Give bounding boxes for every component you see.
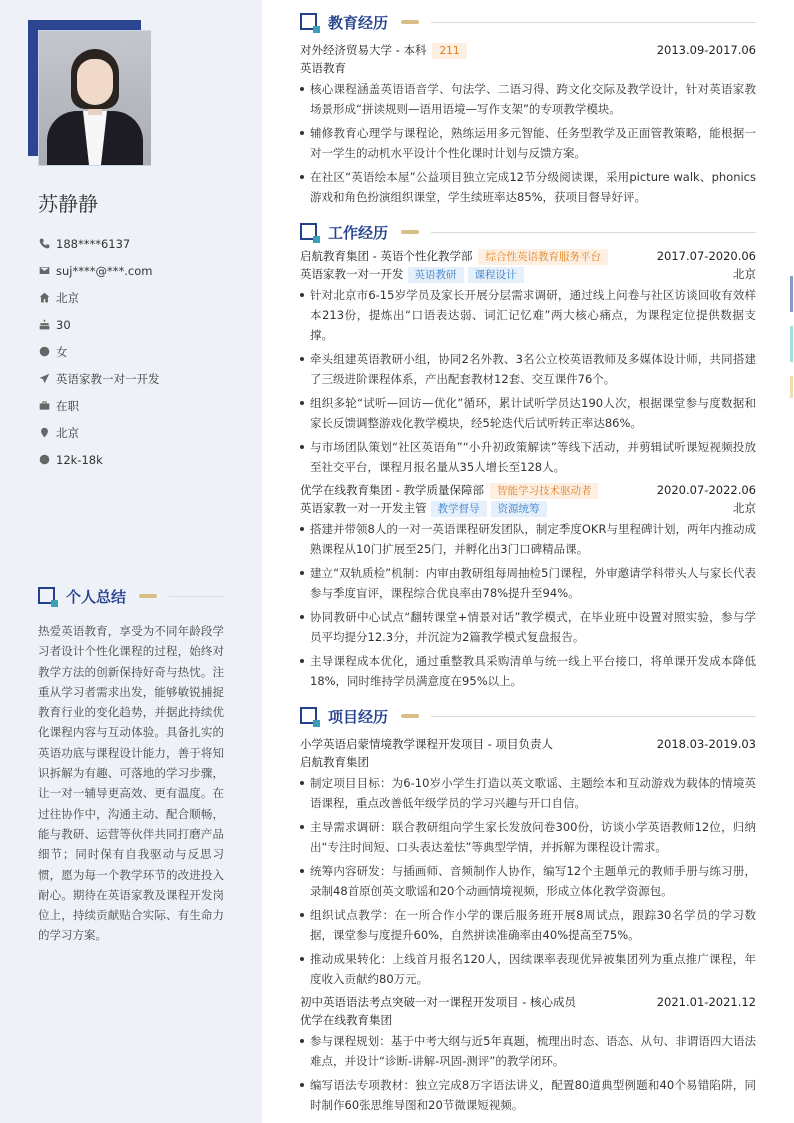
job-entry [300, 247, 756, 477]
school-tag: 211 [432, 43, 466, 59]
edge-marker [790, 376, 793, 398]
company-tag: 综合性英语教育服务平台 [478, 249, 608, 265]
job-location: 北京 [733, 267, 756, 281]
skill-tag: 课程设计 [468, 267, 524, 283]
project-org: 优学在线教育集团 [300, 1013, 392, 1027]
project-name: 初中英语语法考点突破一对一课程开发项目 - 核心成员 [300, 995, 576, 1009]
section-square-icon [300, 13, 319, 32]
info-gender: 女 [38, 338, 160, 365]
projects-title: 项目经历 [300, 705, 756, 727]
info-phone: 188****6137 [38, 230, 160, 257]
education-major: 英语教育 [300, 61, 346, 75]
info-target-job: 英语家教一对一开发 [38, 365, 160, 392]
avatar [39, 31, 151, 165]
main-content [300, 11, 756, 1123]
section-square-icon [300, 707, 319, 726]
projects-section [300, 705, 756, 1115]
list-item: 制定项目目标：为6-10岁小学生打造以英文歌谣、主题绘本和互动游戏为载体的情境英语课程，重点改善低年级学员的学习兴趣与开口自信。 [300, 773, 756, 813]
list-item: 主导需求调研：联合教研组向学生家长发放问卷300份，访谈小学英语教师12位，归纳出“专注时间短、口头表达羞怯”等典型学情，并拆解为课程设计需求。 [300, 817, 756, 857]
list-item: 统筹内容研发：与插画师、音频制作人协作，编写12个主题单元的教师手册与练习册，录制48首原创英文歌谣和20个动画情境视频，形成立体化教学资源包。 [300, 861, 756, 901]
contact-info-list [38, 230, 160, 473]
profile-name: 苏静静 [38, 192, 98, 216]
info-city: 北京 [38, 284, 160, 311]
gender-icon [38, 346, 50, 358]
section-square-icon [38, 587, 57, 606]
job-date: 2017.07-2020.06 [656, 249, 756, 263]
mail-icon [38, 265, 50, 277]
skill-tag: 教学督导 [431, 501, 487, 517]
phone-icon [38, 238, 50, 250]
project-entry [300, 735, 756, 989]
cake-icon [38, 319, 50, 331]
list-item: 协同教研中心试点“翻转课堂+情景对话”教学模式，在毕业班中设置对照实验，参与学员平均提分12.3分，并沉淀为2篇教学模式复盘报告。 [300, 607, 756, 647]
education-title: 教育经历 [300, 11, 756, 33]
project-date: 2018.03-2019.03 [656, 737, 756, 751]
edge-marker [790, 276, 793, 312]
list-item: 牵头组建英语教研小组，协同2名外教、3名公立校英语教师及多媒体设计师，共同搭建了三级进阶课程体系，产出配套教材12套、交互课件76个。 [300, 349, 756, 389]
list-item: 针对北京市6-15岁学员及家长开展分层需求调研，通过线上问卷与社区访谈回收有效样本213份，提炼出“口语表达弱、词汇记忆难”两大核心痛点，为课程定位提供数据支撑。 [300, 285, 756, 345]
list-item: 主导课程成本优化，通过重整教具采购清单与统一线上平台接口，将单课开发成本降低18%，同时维持学员满意度在95%以上。 [300, 651, 756, 691]
project-org: 启航教育集团 [300, 755, 369, 769]
project-name: 小学英语启蒙情境教学课程开发项目 - 项目负责人 [300, 737, 553, 751]
project-date: 2021.01-2021.12 [656, 995, 756, 1009]
work-title: 工作经历 [300, 221, 756, 243]
section-square-icon [300, 223, 319, 242]
education-bullets [300, 79, 756, 207]
job-location: 北京 [733, 501, 756, 515]
skill-tag: 英语教研 [408, 267, 464, 283]
list-item: 推动成果转化：上线首月报名120人，因续课率表现优异被集团列为重点推广课程，年度收入贡献约80万元。 [300, 949, 756, 989]
education-date: 2013.09-2017.06 [656, 43, 756, 57]
job-position: 英语家教一对一开发 [300, 266, 404, 281]
skill-tag: 资源统筹 [491, 501, 547, 517]
company-tag: 智能学习技术驱动者 [490, 483, 599, 499]
home-icon [38, 292, 50, 304]
list-item: 在社区“英语绘本屋”公益项目独立完成12节分级阅读课，采用picture walk、phonics游戏和角色扮演组织课堂，学生续班率达85%，获项目督导好评。 [300, 167, 756, 207]
summary-title: 个人总结 [38, 585, 224, 607]
list-item: 编写语法专项教材：独立完成8万字语法讲义，配置80道典型例题和40个易错陷阱，同时制作60张思维导图和20节微课短视频。 [300, 1075, 756, 1115]
location-icon [38, 427, 50, 439]
info-age: 30 [38, 311, 160, 338]
profile-photo [28, 20, 151, 166]
education-section [300, 11, 756, 207]
list-item: 参与课程规划：基于中考大纲与近5年真题，梳理出时态、语态、从句、非谓语四大语法难点，并设计“诊断-讲解-巩固-测评”的教学闭环。 [300, 1031, 756, 1071]
info-location: 北京 [38, 419, 160, 446]
edge-markers [790, 276, 794, 412]
salary-icon [38, 454, 50, 466]
list-item: 建立“双轨质检”机制：内审由教研组每周抽检5门课程，外审邀请学科带头人与家长代表参与季度盲评，课程综合优良率由78%提升至94%。 [300, 563, 756, 603]
company-name: 优学在线教育集团 - 教学质量保障部 [300, 482, 484, 497]
work-section [300, 221, 756, 691]
list-item: 组织试点教学：在一所合作小学的课后服务班开展8周试点，跟踪30名学员的学习数据，课堂参与度提升60%，自然拼读准确率由40%提高至75%。 [300, 905, 756, 945]
list-item: 核心课程涵盖英语语音学、句法学、二语习得、跨文化交际及教学设计，针对英语家教场景形成“拼读规则—语用语境—写作支架”的专项教学模块。 [300, 79, 756, 119]
list-item: 与市场团队策划“社区英语角”“小升初政策解读”等线下活动，并剪辑试听课短视频投放至社交平台，课程月报名量从35人增长至128人。 [300, 437, 756, 477]
sidebar [0, 0, 262, 1123]
job-entry [300, 481, 756, 691]
list-item: 辅修教育心理学与课程论，熟练运用多元智能、任务型教学及正面管教策略，能根据一对一学生的动机水平设计个性化课时计划与反馈方案。 [300, 123, 756, 163]
list-item: 搭建并带领8人的一对一英语课程研发团队，制定季度OKR与里程碑计划，两年内推动成熟课程从10门扩展至25门，并孵化出3门口碑精品课。 [300, 519, 756, 559]
education-entry-head [300, 41, 756, 59]
info-status: 在职 [38, 392, 160, 419]
send-icon [38, 373, 50, 385]
list-item: 组织多轮“试听—回访—优化”循环，累计试听学员达190人次，根据课堂参与度数据和家长反馈调整游戏化教学模块，经5轮迭代后试听转正率达86%。 [300, 393, 756, 433]
summary-text: 热爱英语教育，享受为不同年龄段学习者设计个性化课程的过程，始终对教学方法的创新保持好奇与热忱。注重从学习者需求出发，能够敏锐捕捉教育行业的变化趋势，并据此持续优化课程内容与互动体验。具备扎实的英语功底与课程设计能力，善于将知识拆解为有趣、可落地的学习步骤，让一对一辅导更高效、更有温度。在过往协作中，沟通主动、配合顺畅，能与教研、运营等伙伴共同打磨产品细节；同时保有自我驱动与反思习惯，愿为每一个教学环节的改进投入耐心。期待在英语家教及课程开发岗位上，持续贡献贴合实际、有生命力的学习方案。 [38, 624, 224, 943]
company-name: 启航教育集团 - 英语个性化教学部 [300, 248, 473, 263]
briefcase-icon [38, 400, 50, 412]
info-email: suj****@***.com [38, 257, 160, 284]
job-position: 英语家教一对一开发主管 [300, 500, 427, 515]
info-salary: 12k-18k [38, 446, 160, 473]
project-entry [300, 993, 756, 1115]
edge-marker [790, 326, 793, 362]
summary-section [38, 585, 224, 946]
job-date: 2020.07-2022.06 [656, 483, 756, 497]
school-name: 对外经济贸易大学 - 本科 [300, 42, 427, 57]
